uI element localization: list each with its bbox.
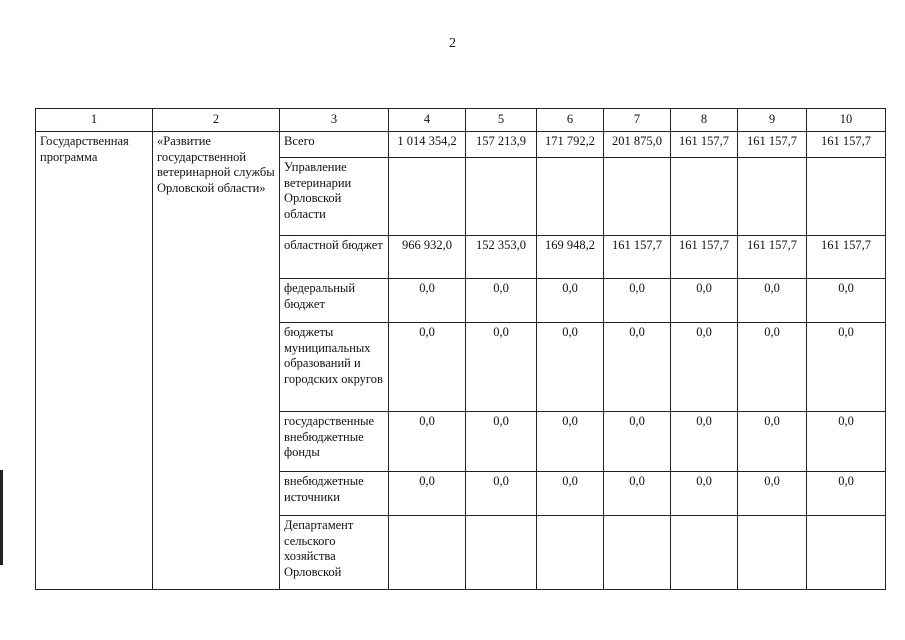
value-cell <box>389 516 466 590</box>
value-cell: 161 157,7 <box>807 236 886 279</box>
value-cell: 1 014 354,2 <box>389 132 466 158</box>
value-cell: 0,0 <box>466 323 537 412</box>
value-cell <box>738 158 807 236</box>
column-number: 7 <box>604 109 671 132</box>
column-number: 3 <box>280 109 389 132</box>
value-cell: 0,0 <box>738 412 807 472</box>
table-row <box>36 132 886 158</box>
value-cell: 0,0 <box>671 472 738 516</box>
value-cell: 161 157,7 <box>738 132 807 158</box>
value-cell: 0,0 <box>738 472 807 516</box>
value-cell <box>604 158 671 236</box>
value-cell: 0,0 <box>807 279 886 323</box>
value-cell <box>671 158 738 236</box>
value-cell: 0,0 <box>389 472 466 516</box>
value-cell: 0,0 <box>604 279 671 323</box>
value-cell: 0,0 <box>537 323 604 412</box>
value-cell: 0,0 <box>738 279 807 323</box>
value-cell: 0,0 <box>466 279 537 323</box>
source-label-cell: государственные внебюджетные фонды <box>280 412 389 472</box>
column-number: 2 <box>153 109 280 132</box>
scan-edge-mark <box>0 470 3 565</box>
value-cell: 0,0 <box>671 279 738 323</box>
value-cell: 0,0 <box>671 323 738 412</box>
value-cell: 157 213,9 <box>466 132 537 158</box>
value-cell <box>738 516 807 590</box>
value-cell: 0,0 <box>466 472 537 516</box>
value-cell: 0,0 <box>537 279 604 323</box>
value-cell: 0,0 <box>537 412 604 472</box>
column-number-row <box>36 109 886 132</box>
value-cell <box>389 158 466 236</box>
value-cell: 0,0 <box>537 472 604 516</box>
value-cell: 0,0 <box>807 472 886 516</box>
value-cell <box>537 516 604 590</box>
value-cell: 0,0 <box>604 472 671 516</box>
value-cell: 0,0 <box>389 323 466 412</box>
page-number: 2 <box>449 36 456 51</box>
column-number: 6 <box>537 109 604 132</box>
column-number: 10 <box>807 109 886 132</box>
program-name-cell: «Развитие государственной ветеринарной службы Орловской области» <box>153 132 280 590</box>
value-cell: 161 157,7 <box>671 236 738 279</box>
value-cell: 0,0 <box>466 412 537 472</box>
value-cell <box>671 516 738 590</box>
value-cell: 0,0 <box>604 412 671 472</box>
value-cell: 966 932,0 <box>389 236 466 279</box>
value-cell: 171 792,2 <box>537 132 604 158</box>
value-cell: 0,0 <box>389 279 466 323</box>
source-label-cell: областной бюджет <box>280 236 389 279</box>
column-number: 8 <box>671 109 738 132</box>
column-number: 1 <box>36 109 153 132</box>
column-number: 4 <box>389 109 466 132</box>
value-cell: 161 157,7 <box>738 236 807 279</box>
source-label-cell: федеральный бюджет <box>280 279 389 323</box>
column-number: 9 <box>738 109 807 132</box>
value-cell: 0,0 <box>604 323 671 412</box>
source-label-cell: внебюджетные источники <box>280 472 389 516</box>
value-cell: 0,0 <box>807 323 886 412</box>
value-cell <box>807 158 886 236</box>
value-cell: 0,0 <box>807 412 886 472</box>
value-cell: 201 875,0 <box>604 132 671 158</box>
value-cell <box>604 516 671 590</box>
status-cell: Государственная программа <box>36 132 153 590</box>
source-label-cell: Департамент сельского хозяйства Орловской <box>280 516 389 590</box>
value-cell <box>466 516 537 590</box>
value-cell <box>466 158 537 236</box>
value-cell: 0,0 <box>671 412 738 472</box>
value-cell: 0,0 <box>389 412 466 472</box>
value-cell: 169 948,2 <box>537 236 604 279</box>
value-cell: 152 353,0 <box>466 236 537 279</box>
column-number: 5 <box>466 109 537 132</box>
source-label-cell: бюджеты муниципальных образований и городских округов <box>280 323 389 412</box>
value-cell: 161 157,7 <box>604 236 671 279</box>
source-label-cell: Управление ветеринарии Орловской области <box>280 158 389 236</box>
source-label-cell: Всего <box>280 132 389 158</box>
value-cell: 0,0 <box>738 323 807 412</box>
value-cell: 161 157,7 <box>671 132 738 158</box>
value-cell <box>537 158 604 236</box>
value-cell: 161 157,7 <box>807 132 886 158</box>
budget-table <box>35 108 886 590</box>
value-cell <box>807 516 886 590</box>
